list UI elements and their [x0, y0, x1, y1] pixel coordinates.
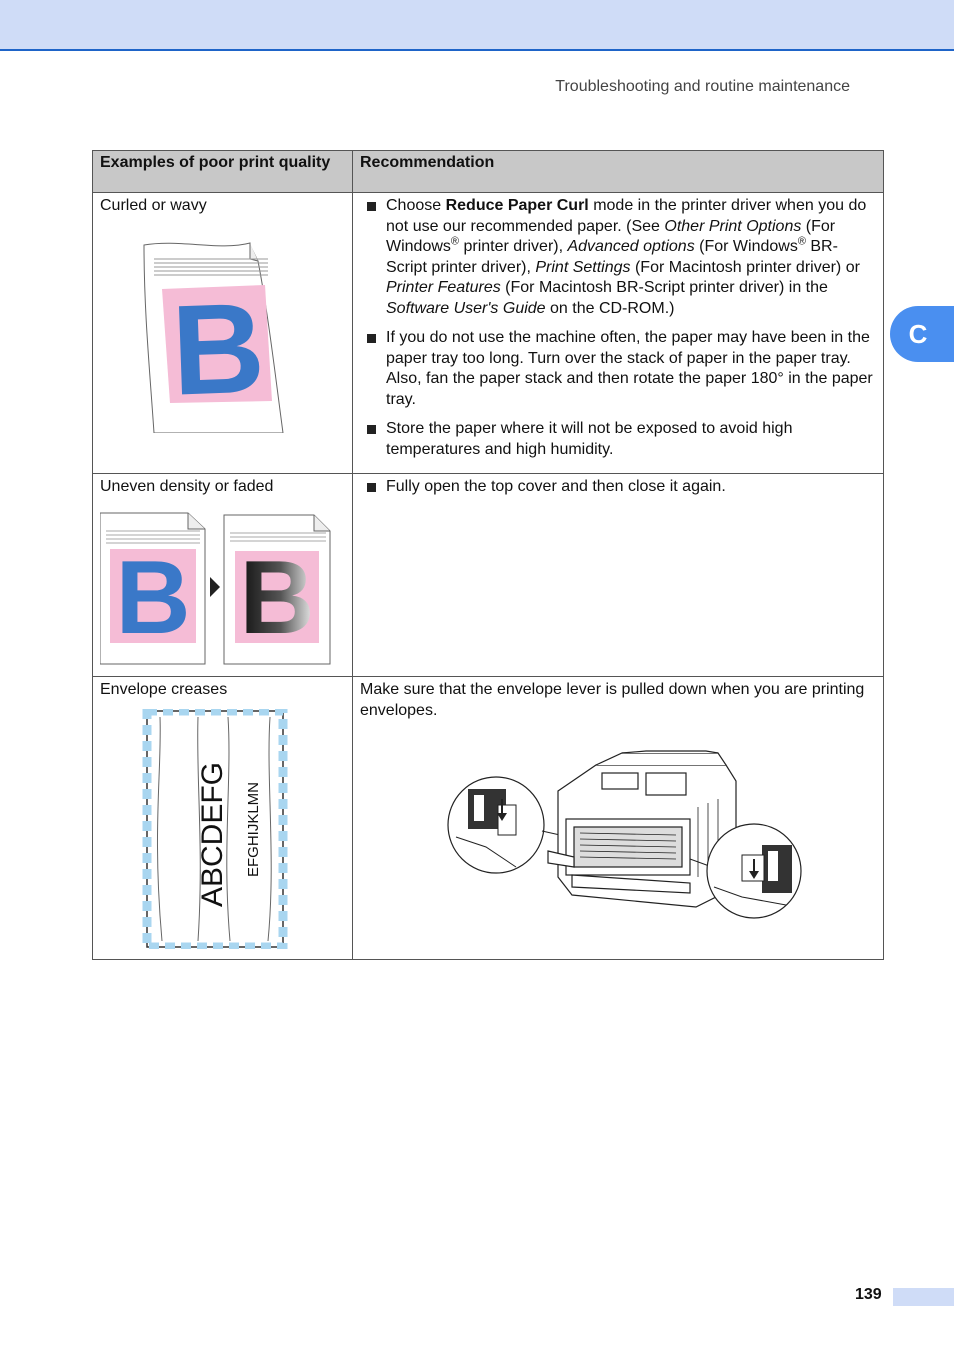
square-bullet-icon — [367, 202, 376, 211]
table-row — [93, 193, 884, 474]
troubleshooting-table — [92, 150, 884, 960]
problem-cell — [93, 474, 353, 677]
curled-paper-illustration — [100, 233, 330, 433]
recommendation-cell — [353, 193, 884, 474]
envelope-lever-printer-illustration — [446, 747, 846, 927]
table-row — [93, 677, 884, 960]
problem-cell — [93, 677, 353, 960]
text-run: (For Windows — [386, 217, 836, 255]
recommendation-list — [360, 477, 876, 498]
recommendation-text: Make sure that the envelope lever is pulled down when you are printing envelopes. — [360, 681, 865, 719]
reference-title: Advanced options — [567, 238, 695, 255]
reference-title: Software User's Guide — [386, 299, 546, 317]
envelope-address-large: ABCDEFG — [196, 761, 229, 907]
text-run: printer driver), — [459, 238, 568, 255]
text-run: (For Windows — [694, 238, 798, 255]
chapter-tab: C — [890, 306, 954, 362]
column-header-recommendation: Recommendation — [353, 151, 884, 193]
creased-envelope-illustration — [100, 709, 330, 949]
text-run: on the CD-ROM.) — [545, 299, 675, 317]
recommendation-list — [360, 196, 876, 460]
reference-title: Other Print Options — [664, 217, 802, 235]
reference-title: Printer Features — [386, 279, 501, 296]
registered-mark: ® — [797, 235, 806, 248]
page-number: 139 — [855, 1286, 882, 1303]
page-number-tab — [893, 1288, 954, 1306]
problem-label: Envelope creases — [100, 681, 228, 698]
problem-label: Curled or wavy — [100, 197, 207, 214]
running-header: Troubleshooting and routine maintenance — [555, 78, 850, 95]
faded-letter-b: B — [239, 539, 315, 656]
square-bullet-icon — [367, 483, 376, 492]
recommendation-item — [360, 328, 876, 410]
recommendation-item — [360, 196, 876, 319]
text-run: Fully open the top cover and then close it again. — [386, 478, 726, 495]
table-row — [93, 474, 884, 677]
page-header-band — [0, 0, 954, 51]
figure-letter-b: B — [169, 275, 267, 423]
problem-cell — [93, 193, 353, 474]
problem-label: Uneven density or faded — [100, 478, 274, 495]
reference-title: Print Settings — [535, 258, 631, 276]
bold-term: Reduce Paper Curl — [445, 197, 589, 214]
recommendation-cell — [353, 677, 884, 960]
column-header-problem: Examples of poor print quality — [93, 151, 353, 193]
table-header-row — [93, 151, 884, 193]
text-run: Choose — [386, 197, 446, 214]
square-bullet-icon — [367, 425, 376, 434]
recommendation-item — [360, 477, 876, 498]
text-run: BR-Script printer driver), — [386, 238, 838, 276]
faded-print-illustration — [100, 509, 332, 665]
text-run: (For Macintosh printer driver) or — [630, 258, 860, 276]
square-bullet-icon — [367, 334, 376, 343]
figure-letter-b: B — [115, 539, 191, 656]
text-run: Store the paper where it will not be exposed to avoid high temperatures and high humidity. — [386, 420, 793, 458]
registered-mark: ® — [450, 235, 460, 248]
envelope-address-small: EFGHIJKLMN — [245, 781, 262, 877]
text-run: (For Macintosh BR-Script printer driver) in the — [500, 279, 828, 296]
recommendation-item — [360, 419, 876, 460]
recommendation-cell — [353, 474, 884, 677]
text-run: If you do not use the machine often, the paper may have been in the paper tray too long. Turn over the stack of paper in the paper tray. Also, fan the paper stack and then rotate the paper 180° in the paper tray. — [386, 329, 873, 408]
text-run: mode in the printer driver when you do not use our recommended paper. (See — [386, 197, 867, 235]
